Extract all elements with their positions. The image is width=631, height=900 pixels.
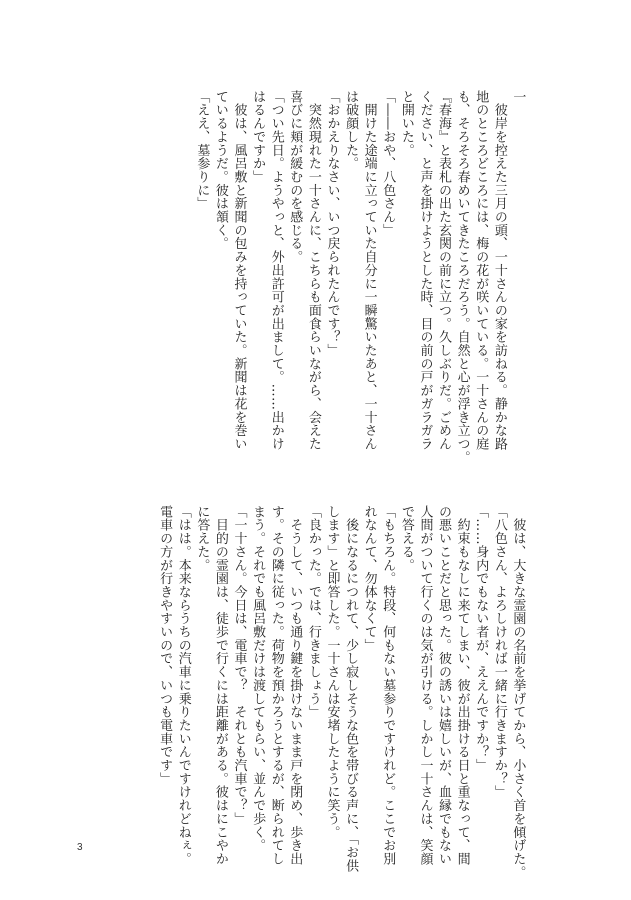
page-number: 3 [77, 842, 83, 853]
text-line: と開いた。 [398, 89, 414, 157]
text-line: ているようだ。彼は頷く。 [212, 89, 228, 251]
text-line: 「良かった。では、行きましょう」 [305, 504, 321, 719]
text-line: ください、と声を掛けようとした時、目の前の戸がガラガラ [417, 89, 433, 451]
text-line: はるんですか」 [250, 89, 266, 184]
text-line: 開けた途端に立っていた自分に一瞬驚いたあと、一十さん [361, 89, 377, 451]
text-line: 『春海』と表札の出た玄関の前に立つ。久しぶりだ。ごめん [436, 89, 452, 451]
text-line: は破顔した。 [343, 89, 359, 171]
text-line: 彼は、大きな霊園の名前を挙げてから、小さく首を傾げた。 [510, 504, 526, 879]
text-line: で答える。 [398, 504, 414, 572]
text-line: します」と即答した。一十さんは安堵したように笑う。 [324, 504, 340, 839]
text-line: 地のところどころには、梅の花が咲いている。一十さんの庭 [473, 89, 489, 451]
text-line: れなんて、勿体なくて」 [361, 504, 377, 652]
text-line: まう。それでも風呂敷だけは渡してもらい、並んで歩く。 [250, 504, 266, 853]
text-line: 電車の方が行きやすいので、いつも電車です」 [157, 504, 173, 786]
text-line: 「はは。本来ならうちの汽車に乗りたいんですけれどねぇ。 [175, 504, 191, 866]
text-line: 「一十さん。今日は、電車で？ それとも汽車で？」 [231, 504, 247, 826]
text-line: 喜びに頬が緩むのを感じる。 [287, 89, 303, 264]
text-line: す。その隣に従った。荷物を預かろうとするが、断られてし [268, 504, 284, 866]
text-line: 「……身内でもない者が、ええんですか？」 [473, 504, 489, 772]
text-line: も、そろそろ春めいてきたころだろう。自然と心が浮き立つ。 [454, 89, 470, 464]
text-line: そうして、いつも通り鍵を掛けないまま戸を閉め、歩き出 [287, 504, 303, 866]
text-line: 一 [510, 89, 526, 104]
text-line: 彼岸を控えた三月の頭、一十さんの家を訪ねる。静かな路 [491, 89, 507, 451]
text-line: に答えた。 [194, 504, 210, 572]
text-line: 「八色さん、よろしければ一緒に行きますか？」 [491, 504, 507, 799]
text-line: 目的の霊園は、徒歩で行くには距離がある。彼はにこやか [212, 504, 228, 866]
text-line: 彼は、風呂敷と新聞の包みを持っていた。新聞は花を巻い [231, 89, 247, 451]
text-line: 「――おや、八色さん」 [380, 89, 396, 237]
text-line: 「おかえりなさい、いつ戻られたんです？」 [324, 89, 340, 357]
text-line: 「つい先日。ようやっと、外出許可が出まして。……出かけ [268, 89, 284, 451]
text-line: 約束もなしに来てしまい、彼が出掛ける日と重なって、間 [454, 504, 470, 866]
text-block-top [173, 72, 545, 464]
text-line: の悪いことだと思った。彼の誘いは嬉しいが、血縁でもない [436, 504, 452, 866]
text-line: 人間がついて行くのは気が引ける。しかし一十さんは、笑顔 [417, 504, 433, 866]
text-block-bottom [136, 487, 545, 879]
text-line: 「ええ、墓参りに」 [194, 89, 210, 211]
text-line: 「もちろん。特段、何もない墓参りですけれど。ここでお別 [380, 504, 396, 866]
text-line: 突然現れた一十さんに、こちらも面食らいながら、会えた [305, 89, 321, 451]
text-line: 後になるにつれて、少し寂しそうな色を帯びる声に、「お供 [343, 504, 359, 873]
